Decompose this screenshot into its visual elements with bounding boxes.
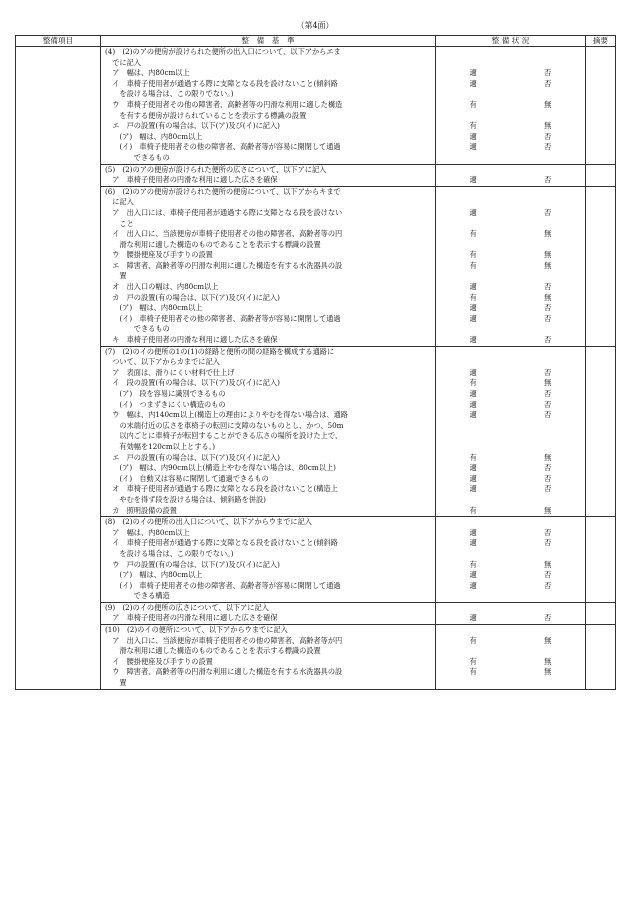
status-option-negative: 否 (544, 538, 552, 548)
standard-line: (ア) 幅は、内80cm以上 (105, 131, 203, 141)
standard-cell (101, 625, 436, 690)
standard-line: (8) (2)のイの便所の出入口について、以下アからウまでに記入 (105, 517, 312, 527)
status-option-negative: 無 (544, 635, 552, 645)
status-line (436, 335, 585, 346)
status-option-negative: 無 (544, 559, 552, 569)
status-option-positive (436, 495, 511, 506)
status-option-positive: 有 (469, 656, 477, 666)
status-option-negative (511, 58, 586, 69)
status-option-negative (511, 646, 586, 657)
status-option-positive: 適 (469, 142, 477, 152)
status-line (436, 240, 585, 251)
status-line (436, 603, 585, 614)
status-option-positive (436, 357, 511, 368)
standard-line: 以内ごとに車椅子が転回することができる広さの場所を設けた上で、 (105, 431, 343, 441)
status-line (436, 538, 585, 549)
table-header-row (16, 36, 616, 47)
status-line (436, 357, 585, 368)
standard-line: (5) (2)のアの便房が設けられた便所の広さについて、以下アに記入 (105, 164, 327, 174)
status-option-negative (511, 89, 586, 100)
status-option-positive: 適 (469, 484, 477, 494)
status-line (436, 410, 585, 421)
remarks-cell (586, 625, 616, 690)
status-option-positive (436, 625, 511, 636)
status-option-negative: 否 (544, 399, 552, 409)
status-line (436, 271, 585, 282)
standard-line: (ア) 幅は、内90cm以上(構造上やむを得ない場合は、80cm以上) (105, 463, 336, 473)
standard-line: オ 車椅子使用者が通過する際に支障となる段を設けないこと(構造上 (105, 484, 338, 494)
status-option-negative (511, 591, 586, 602)
remarks-cell (586, 186, 616, 346)
status-line (436, 293, 585, 304)
status-line (436, 431, 585, 442)
status-line (436, 378, 585, 389)
standard-line: を設ける場合は、この限りでない。) (105, 89, 234, 99)
standard-line: ウ 障害者、高齢者等の円滑な利用に適した構造を有する水洗器具の設 (105, 667, 343, 677)
status-line (436, 528, 585, 539)
status-line (436, 347, 585, 358)
status-option-positive (436, 442, 511, 453)
status-option-positive: 適 (469, 613, 477, 623)
standard-line: ア 幅は、内80cm以上 (105, 527, 190, 537)
status-option-positive: 有 (469, 667, 477, 677)
status-line (436, 89, 585, 100)
standard-line: エ 戸の設置(有の場合は、以下(ア)及び(イ)に記入) (105, 121, 280, 131)
status-line (436, 282, 585, 293)
status-line (436, 219, 585, 230)
status-option-negative (511, 240, 586, 251)
status-line (436, 229, 585, 240)
status-option-negative: 否 (544, 613, 552, 623)
status-option-negative: 否 (544, 313, 552, 323)
standard-line: ア 出入口には、車椅子使用者が通過する際に支障となる段を設けない (105, 207, 343, 217)
standard-line: (4) (2)のアの便房が設けられた便所の出入口について、以下アからエま (105, 47, 341, 56)
status-option-positive: 有 (469, 260, 477, 270)
standard-line: ウ 幅は、内140cm以上(構造上の理由によりやむを得ない場合は、通路 (105, 410, 348, 420)
status-option-negative: 否 (544, 410, 552, 420)
standard-line: (イ) 車椅子使用者その他の障害者、高齢者等が容易に開閉して通過 (105, 580, 341, 590)
status-line (436, 613, 585, 624)
standard-line: イ 出入口に、当該便房が車椅子使用者その他の障害者、高齢者等の円 (105, 229, 343, 239)
status-line (436, 165, 585, 176)
status-line (436, 517, 585, 528)
status-line (436, 570, 585, 581)
status-option-positive: 有 (469, 121, 477, 131)
status-line (436, 142, 585, 153)
standard-line: を有する便房が設けられていることを表示する標識の設置 (105, 110, 307, 120)
status-option-negative (511, 517, 586, 528)
status-cell (436, 517, 586, 603)
status-option-positive (436, 678, 511, 689)
status-option-positive (436, 591, 511, 602)
status-line (436, 506, 585, 517)
status-option-positive: 適 (469, 399, 477, 409)
status-option-negative (511, 603, 586, 614)
status-line (436, 657, 585, 668)
status-option-positive: 適 (469, 131, 477, 141)
status-line (436, 324, 585, 335)
status-option-positive: 有 (469, 505, 477, 515)
standard-line: エ 戸の設置(有の場合は、以下(ア)及び(イ)に記入) (105, 452, 280, 462)
status-option-positive: 適 (469, 410, 477, 420)
standard-cell (101, 47, 436, 165)
status-line (436, 453, 585, 464)
status-option-negative: 否 (544, 389, 552, 398)
standard-line: (6) (2)のアの便房が設けられた便所の便房について、以下アからキまで (105, 186, 341, 196)
status-option-negative (511, 197, 586, 208)
status-option-negative (511, 271, 586, 282)
status-line (436, 58, 585, 69)
standard-section (16, 602, 616, 624)
standard-line: 置 (105, 678, 127, 688)
header-item: 整備項目 (16, 36, 101, 47)
status-option-negative (511, 47, 586, 58)
status-option-negative (511, 153, 586, 164)
standard-line: (ア) 段を容易に識別できるもの (105, 389, 226, 398)
standard-line: に記入 (105, 197, 134, 207)
status-line (436, 132, 585, 143)
status-cell (436, 346, 586, 517)
status-cell (436, 602, 586, 624)
status-option-negative: 否 (544, 367, 552, 377)
standard-line: イ 車椅子使用者が通過する際に支障となる段を設けないこと(傾斜路 (105, 538, 338, 548)
status-line (436, 560, 585, 571)
status-option-positive: 適 (469, 303, 477, 313)
status-option-positive: 適 (469, 580, 477, 590)
status-option-positive (436, 111, 511, 122)
standard-line: こと (105, 218, 134, 228)
standard-section (16, 625, 616, 690)
status-line (436, 100, 585, 111)
status-line (436, 636, 585, 647)
standard-line: を設ける場合は、この限りでない。) (105, 548, 234, 558)
status-option-negative: 否 (544, 484, 552, 494)
status-option-positive (436, 347, 511, 358)
status-option-negative: 無 (544, 667, 552, 677)
remarks-cell (586, 602, 616, 624)
status-option-negative: 無 (544, 292, 552, 302)
status-line (436, 389, 585, 400)
status-option-negative: 否 (544, 78, 552, 88)
standard-line: (イ) 自動又は容易に開閉して通過できるもの (105, 473, 269, 483)
standard-section (16, 517, 616, 603)
status-line (436, 474, 585, 485)
standard-line: (イ) 車椅子使用者その他の障害者、高齢者等が容易に開閉して通過 (105, 313, 341, 323)
status-option-negative: 否 (544, 527, 552, 537)
status-option-negative (511, 421, 586, 432)
status-option-negative (511, 111, 586, 122)
standard-cell (101, 602, 436, 624)
status-option-positive (436, 153, 511, 164)
status-option-negative: 否 (544, 68, 552, 78)
status-option-positive (436, 219, 511, 230)
header-remarks: 摘要 (586, 36, 616, 47)
status-line (436, 261, 585, 272)
standard-line: (ア) 幅は、内80cm以上 (105, 570, 203, 580)
status-option-positive (436, 646, 511, 657)
remarks-cell (586, 517, 616, 603)
standard-line: 滑な利用に適した構造のものであることを表示する標識の設置 (105, 239, 321, 249)
status-option-negative: 否 (544, 580, 552, 590)
status-line (436, 303, 585, 314)
status-option-negative: 否 (544, 142, 552, 152)
page-label: （第4面） (296, 21, 334, 30)
standard-line: の末端付近の広さを車椅子の転回に支障のないものとし、かつ、50m (105, 420, 344, 430)
standard-line: (9) (2)のイの便所の広さについて、以下アに記入 (105, 602, 269, 612)
status-option-positive: 適 (469, 68, 477, 78)
status-line (436, 68, 585, 79)
status-option-negative (511, 549, 586, 560)
standard-line: (10) (2)のイの便所について、以下アからウまでに記入 (105, 625, 288, 635)
status-line (436, 667, 585, 678)
standard-cell (101, 186, 436, 346)
status-line (436, 581, 585, 592)
status-line (436, 646, 585, 657)
remarks-cell (586, 47, 616, 165)
status-option-positive (436, 240, 511, 251)
status-option-positive (436, 58, 511, 69)
status-option-positive (436, 271, 511, 282)
status-option-negative: 無 (544, 121, 552, 131)
status-line (436, 175, 585, 186)
status-option-positive (436, 165, 511, 176)
status-option-positive (436, 603, 511, 614)
standard-line: でに記入 (105, 57, 141, 67)
standard-line: ウ 腰掛便座及び手すりの設置 (105, 250, 213, 260)
standard-line: オ 出入口の幅は、内80cm以上 (105, 282, 219, 292)
status-option-positive: 適 (469, 175, 477, 185)
standard-line: ウ 戸の設置(有の場合は、以下(ア)及び(イ)に記入) (105, 559, 280, 569)
standard-section (16, 164, 616, 186)
status-option-negative: 否 (544, 131, 552, 141)
standard-line: ア 車椅子使用者の円滑な利用に適した広さを確保 (105, 175, 278, 185)
standard-cell (101, 164, 436, 186)
standard-section (16, 346, 616, 517)
standard-line: ついて、以下アからカまでに記入 (105, 357, 220, 367)
status-cell (436, 186, 586, 346)
status-line (436, 625, 585, 636)
standard-line: (イ) つまずきにくい構造のもの (105, 399, 226, 409)
status-option-negative: 無 (544, 250, 552, 260)
item-cell (16, 47, 101, 690)
standard-line: (ア) 幅は、内80cm以上 (105, 303, 203, 313)
status-option-negative: 否 (544, 175, 552, 185)
status-option-positive (436, 89, 511, 100)
status-option-positive (436, 47, 511, 58)
status-option-positive (436, 324, 511, 335)
status-option-positive: 適 (469, 367, 477, 377)
status-option-positive: 適 (469, 473, 477, 483)
standards-table (15, 35, 616, 690)
status-line (436, 47, 585, 58)
status-option-positive: 有 (469, 559, 477, 569)
status-option-positive (436, 421, 511, 432)
status-line (436, 484, 585, 495)
status-option-positive: 有 (469, 452, 477, 462)
header-status: 整 備 状 況 (436, 36, 586, 47)
status-cell (436, 164, 586, 186)
standard-section (16, 186, 616, 346)
standard-line: エ 障害者、高齢者等の円滑な利用に適した構造を有する水洗器具の設 (105, 260, 343, 270)
status-option-negative (511, 495, 586, 506)
status-option-negative: 無 (544, 656, 552, 666)
standard-line: イ 段の設置(有の場合は、以下(ア)及び(イ)に記入) (105, 378, 280, 388)
status-line (436, 549, 585, 560)
status-option-negative: 否 (544, 570, 552, 580)
status-option-negative (511, 324, 586, 335)
header-standard: 整 備 基 準 (101, 36, 436, 47)
status-option-positive: 適 (469, 463, 477, 473)
status-option-positive: 有 (469, 99, 477, 109)
standard-line: (イ) 車椅子使用者その他の障害者、高齢者等が容易に開閉して通過 (105, 142, 341, 152)
status-line (436, 153, 585, 164)
status-option-negative (511, 625, 586, 636)
status-option-positive (436, 517, 511, 528)
status-option-negative: 無 (544, 378, 552, 388)
status-option-negative: 否 (544, 303, 552, 313)
standard-line: キ 車椅子使用者の円滑な利用に適した広さを確保 (105, 335, 278, 345)
status-option-positive (436, 549, 511, 560)
status-line (436, 400, 585, 411)
status-option-positive (436, 187, 511, 198)
standard-line: カ 戸の設置(有の場合は、以下(ア)及び(イ)に記入) (105, 292, 280, 302)
standard-line: できる構造 (105, 591, 170, 601)
status-line (436, 121, 585, 132)
status-option-negative (511, 678, 586, 689)
remarks-cell (586, 164, 616, 186)
standard-line: 置 (105, 271, 127, 281)
status-option-positive: 適 (469, 538, 477, 548)
standard-line: (7) (2)のイの便所の1の(1)の経路と便所の間の経路を構成する通路に (105, 346, 335, 356)
status-line (436, 678, 585, 689)
standard-line: 滑な利用に適した構造のものであることを表示する標識の設置 (105, 646, 321, 656)
status-option-positive: 適 (469, 78, 477, 88)
status-option-positive: 適 (469, 207, 477, 217)
remarks-cell (586, 346, 616, 517)
status-option-positive: 有 (469, 635, 477, 645)
status-option-negative (511, 347, 586, 358)
status-option-positive: 適 (469, 313, 477, 323)
status-option-negative (511, 219, 586, 230)
status-option-negative: 無 (544, 229, 552, 239)
status-line (436, 368, 585, 379)
status-option-negative (511, 357, 586, 368)
status-option-negative: 無 (544, 99, 552, 109)
standard-cell (101, 517, 436, 603)
standard-line: ア 車椅子使用者の円滑な利用に適した広さを確保 (105, 613, 278, 623)
status-option-positive: 適 (469, 282, 477, 292)
status-option-negative: 否 (544, 463, 552, 473)
status-line (436, 197, 585, 208)
status-option-negative: 無 (544, 505, 552, 515)
standard-line: できるもの (105, 324, 170, 334)
status-line (436, 442, 585, 453)
standard-line: ア 表面は、滑りにくい材料で仕上げ (105, 367, 235, 377)
standard-line: イ 車椅子使用者が通過する際に支障となる段を設けないこと(傾斜路 (105, 78, 338, 88)
status-line (436, 314, 585, 325)
status-option-positive: 有 (469, 250, 477, 260)
status-option-positive: 適 (469, 527, 477, 537)
status-line (436, 250, 585, 261)
standard-line: ア 出入口に、当該便房が車椅子使用者その他の障害者、高齢者等が円 (105, 635, 343, 645)
status-option-negative (511, 187, 586, 198)
status-line (436, 495, 585, 506)
status-line (436, 111, 585, 122)
status-option-negative: 否 (544, 473, 552, 483)
status-line (436, 591, 585, 602)
status-option-negative (511, 442, 586, 453)
standard-line: イ 腰掛便座及び手すりの設置 (105, 656, 213, 666)
standard-line: カ 照明設備の設置 (105, 505, 177, 515)
status-line (436, 421, 585, 432)
status-option-positive (436, 197, 511, 208)
status-cell (436, 47, 586, 165)
status-line (436, 79, 585, 90)
standard-line: ア 幅は、内80cm以上 (105, 68, 190, 78)
standard-section (16, 47, 616, 165)
status-line (436, 208, 585, 219)
status-line (436, 187, 585, 198)
status-option-positive: 有 (469, 292, 477, 302)
status-cell (436, 625, 586, 690)
status-option-negative: 否 (544, 207, 552, 217)
status-option-positive (436, 431, 511, 442)
status-option-positive: 有 (469, 229, 477, 239)
status-option-negative (511, 165, 586, 176)
standard-line: 有効幅を120cm以上とする。) (105, 441, 216, 451)
status-option-negative: 否 (544, 335, 552, 345)
status-option-positive: 適 (469, 570, 477, 580)
status-option-positive: 有 (469, 378, 477, 388)
status-option-negative: 無 (544, 452, 552, 462)
standard-line: できるもの (105, 152, 170, 162)
status-option-positive: 適 (469, 389, 477, 398)
standard-cell (101, 346, 436, 517)
status-option-positive: 適 (469, 335, 477, 345)
standard-line: やむを得ず段を設ける場合は、傾斜路を併設) (105, 494, 266, 504)
status-option-negative: 否 (544, 282, 552, 292)
standard-line: ウ 車椅子使用者その他の障害者、高齢者等の円滑な利用に適した構造 (105, 99, 343, 109)
status-line (436, 463, 585, 474)
status-option-negative: 無 (544, 260, 552, 270)
status-option-negative (511, 431, 586, 442)
